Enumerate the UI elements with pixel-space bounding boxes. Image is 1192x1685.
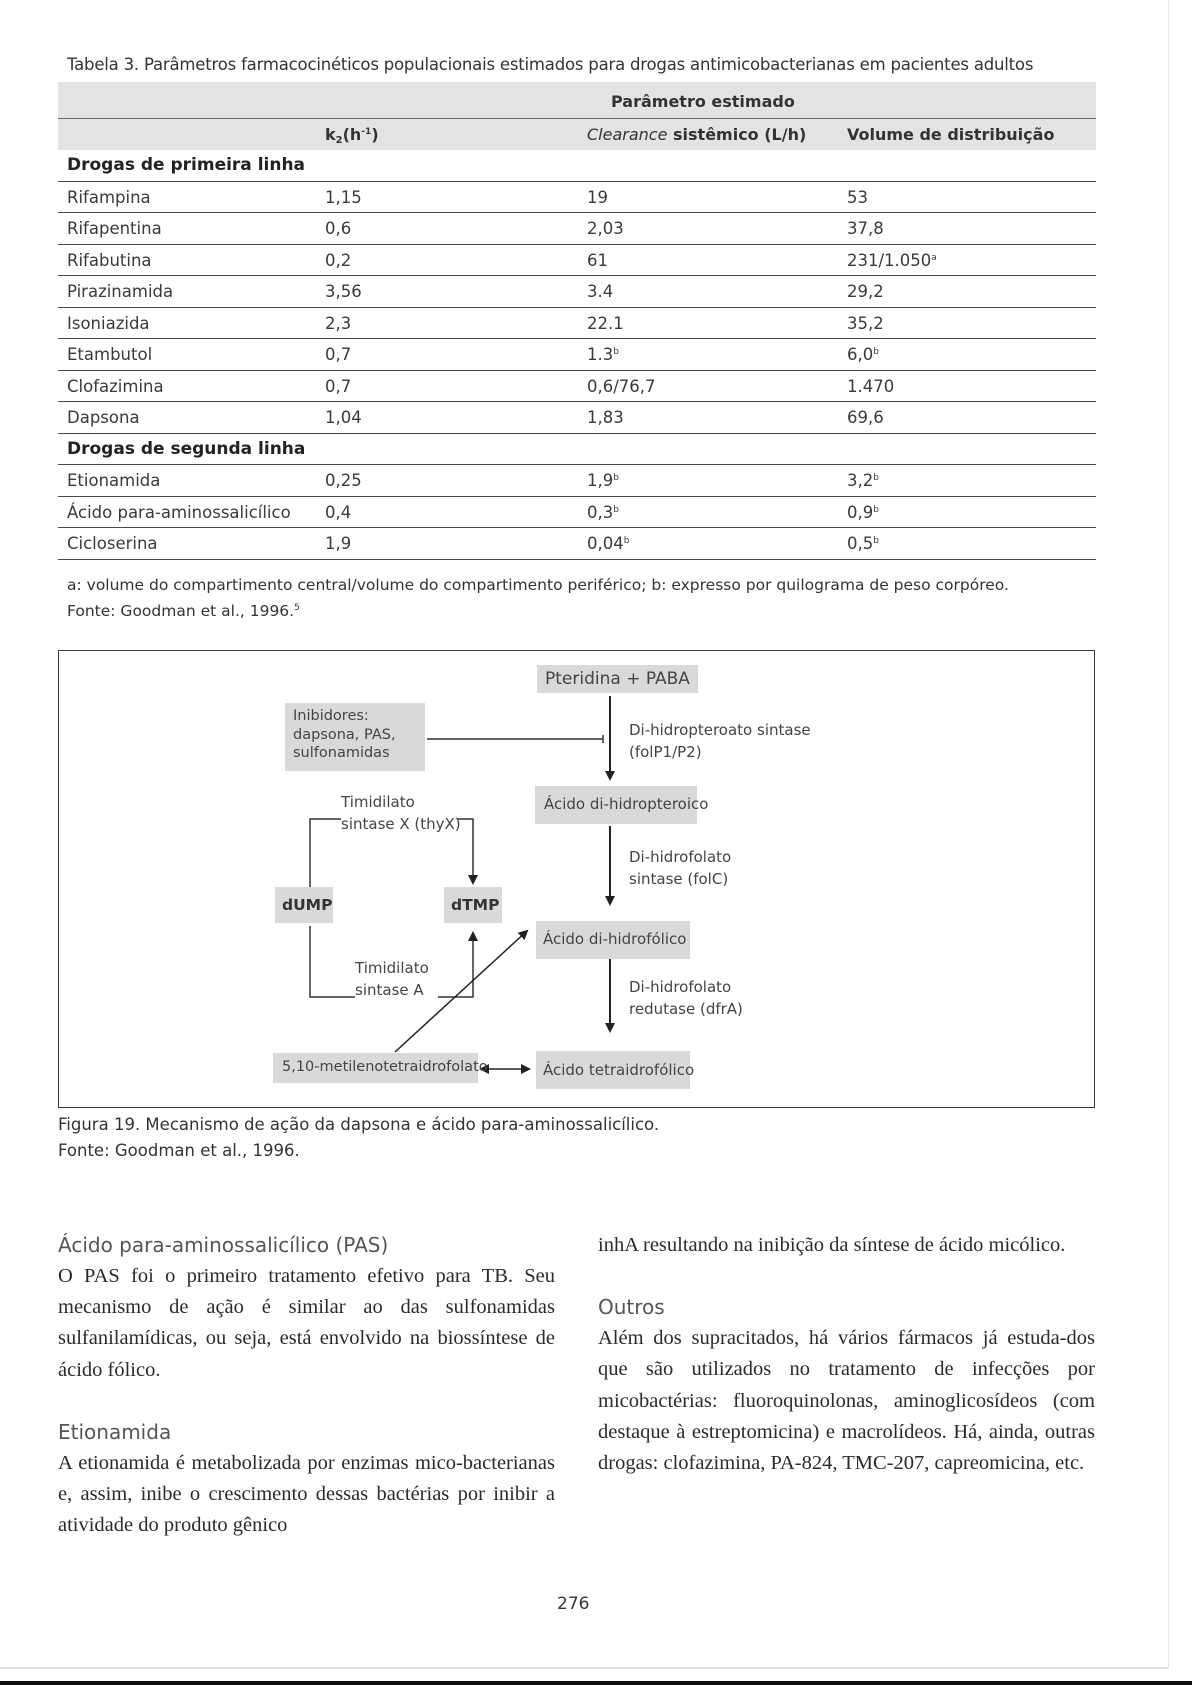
node-inhibitors: Inibidores: dapsona, PAS, sulfonamidas xyxy=(285,703,425,771)
table-row xyxy=(58,276,1096,308)
cell-k2: 1,9 xyxy=(325,534,352,553)
figure-diagram xyxy=(58,650,1095,1108)
group-header: Parâmetro estimado xyxy=(611,92,795,111)
cell-drug: Cicloserina xyxy=(67,534,158,553)
table-row xyxy=(58,465,1096,497)
footnote-marker: a xyxy=(931,252,937,263)
cell-drug: Rifapentina xyxy=(67,219,162,238)
section-heading-etionamida: Etionamida xyxy=(58,1419,172,1444)
cell-clearance: 2,03 xyxy=(587,219,624,238)
cell-k2: 2,3 xyxy=(325,313,352,333)
footnote-marker: b xyxy=(873,473,879,483)
cell-volume: 0,9$^b$ xyxy=(847,502,879,522)
viewer-bottom-edge xyxy=(0,1681,1192,1685)
cell-drug: Rifabutina xyxy=(67,250,152,270)
table-title: Tabela 3. Parâmetros farmacocinéticos populacionais estimados para drogas antimicobacterianas em pacientes adultos xyxy=(67,55,1034,74)
cell-k2: 0,2 xyxy=(325,250,352,270)
cell-k2: 0,7 xyxy=(325,345,352,364)
cell-clearance: 22.1 xyxy=(587,313,624,333)
cell-k2: 1,04 xyxy=(325,408,362,427)
cell-clearance: 61 xyxy=(587,250,608,270)
cell-k2: 1,15 xyxy=(325,187,362,207)
paragraph-etionamida: A etionamida é metabolizada por enzimas mico-bacterianas e, assim, inibe o crescimento dessas bactérias por inibir a atividade do produto gênico xyxy=(58,1451,555,1537)
cell-drug: Rifampina xyxy=(67,187,151,207)
node-acido-dihidropteroico: Ácido di-hidropteroico xyxy=(535,786,697,824)
cell-drug: Clofazimina xyxy=(67,376,164,396)
cell-k2: 0,6 xyxy=(325,219,352,238)
cell-volume: 3,2$^b$ xyxy=(847,471,879,490)
table-row xyxy=(58,402,1096,434)
cell-volume: 29,2 xyxy=(847,282,884,301)
footnote-marker: b xyxy=(873,536,879,546)
section-heading-pas: Ácido para-aminossalicílico (PAS) xyxy=(58,1233,389,1257)
cell-volume: 6,0$^b$ xyxy=(847,345,879,364)
cell-volume: 53 xyxy=(847,187,868,207)
footnote-marker: b xyxy=(873,347,879,357)
column-header-volume: Volume de distribuição xyxy=(847,125,1055,144)
node-dtmp: dTMP xyxy=(444,887,502,923)
node-acido-tetraidrofolico: Ácido tetraidrofólico xyxy=(536,1051,690,1089)
node-dump: dUMP xyxy=(275,887,333,923)
table-row xyxy=(58,182,1096,214)
table-row xyxy=(58,339,1096,371)
cell-clearance: 19 xyxy=(587,187,608,207)
section-heading-outros: Outros xyxy=(598,1295,665,1320)
cell-drug: Etambutol xyxy=(67,345,153,364)
footnote-marker: b xyxy=(613,347,619,357)
column-header-k2: $k_2(h^{-1})$ xyxy=(325,125,379,146)
enzyme-dihidrofolato-redutase: Di-hidrofolato redutase (dfrA) xyxy=(629,978,743,1018)
figure-caption: Figura 19. Mecanismo de ação da dapsona e ácido para-aminossalicílico. xyxy=(58,1115,660,1134)
cell-volume: 35,2 xyxy=(847,313,884,333)
footnote-marker: b xyxy=(623,536,630,546)
table-row xyxy=(58,213,1096,245)
table-footnote: a: volume do compartimento central/volume do compartimento periférico; b: expresso por quilograma de peso corpóreo. xyxy=(67,576,1009,594)
node-metilenotetraidrofolato: 5,10-metilenotetraidrofolato xyxy=(273,1053,478,1083)
enzyme-timidilato-sintase-x: Timidilato sintase X (thyX) xyxy=(341,793,461,833)
cell-clearance: 3.4 xyxy=(587,282,614,301)
cell-drug: Isoniazida xyxy=(67,313,150,333)
cell-k2: 0,25 xyxy=(325,471,362,490)
table-row xyxy=(58,245,1096,277)
table-row xyxy=(58,371,1096,403)
cell-clearance: 0,04$^b$ xyxy=(587,534,630,553)
table-row xyxy=(58,497,1096,529)
footnote-marker: b xyxy=(613,504,619,515)
table-section-header: Drogas de primeira linha xyxy=(58,150,1096,182)
diagram-arrows xyxy=(59,651,1094,1107)
cell-k2: 3,56 xyxy=(325,282,362,301)
table-header xyxy=(58,82,1096,150)
arrow-thya xyxy=(310,926,355,997)
footnote-marker: b xyxy=(873,504,879,515)
table-source: Fonte: Goodman et al., 1996.$^5$ xyxy=(67,602,300,620)
enzyme-timidilato-sintase-a: Timidilato sintase A xyxy=(355,959,429,999)
enzyme-dihidropteroato-sintase: Di-hidropteroato sintase (folP1/P2) xyxy=(629,721,811,761)
figure-source: Fonte: Goodman et al., 1996. xyxy=(58,1141,300,1160)
paragraph-outros: Além dos supracitados, há vários fármacos já estuda-dos que são utilizados no tratamento de infecções por micobactérias: fluoroquinolonas, aminoglicosídeos (com destaque à estreptomicina) e macrolídeos. Há, ainda, outras drogas: clofazimina, PA-824, TMC-207, capreomicina, etc. xyxy=(598,1327,1095,1475)
node-pteridina-paba: Pteridina + PABA xyxy=(537,665,698,693)
cell-clearance: 0,3$^b$ xyxy=(587,502,619,522)
cell-volume: 1.470 xyxy=(847,376,895,396)
table-row xyxy=(58,308,1096,340)
table-body xyxy=(58,150,1096,560)
cell-drug: Dapsona xyxy=(67,408,140,427)
paragraph-pas: O PAS foi o primeiro tratamento efetivo para TB. Seu mecanismo de ação é similar ao das sulfonamidas sulfanilamídicas, ou seja, está envolvido na biossíntese de ácido fólico. xyxy=(58,1265,555,1381)
body-column-left xyxy=(58,1230,555,1541)
cell-k2: 0,4 xyxy=(325,502,352,522)
cell-volume: 69,6 xyxy=(847,408,884,427)
cell-clearance: 1,9$^b$ xyxy=(587,471,619,490)
enzyme-dihidrofolato-sintase: Di-hidrofolato sintase (folC) xyxy=(629,848,732,888)
footnote-marker: b xyxy=(613,473,619,483)
cell-drug: Ácido para-aminossalicílico xyxy=(67,502,291,522)
table-section-header: Drogas de segunda linha xyxy=(58,434,1096,466)
paragraph-etionamida-continued: inhA resultando na inibição da síntese de ácido micólico. xyxy=(598,1234,1066,1256)
cell-k2: 0,7 xyxy=(325,376,352,396)
arrow-thyx xyxy=(310,819,341,891)
cell-drug: Pirazinamida xyxy=(67,282,174,301)
cell-volume: 37,8 xyxy=(847,219,884,238)
cell-volume: 0,5$^b$ xyxy=(847,534,879,553)
cell-clearance: 1.3$^b$ xyxy=(587,345,619,364)
cell-drug: Etionamida xyxy=(67,471,161,490)
page-number: 276 xyxy=(557,1594,590,1614)
node-acido-dihidrofolico: Ácido di-hidrofólico xyxy=(536,921,690,959)
body-column-right xyxy=(598,1230,1095,1479)
pharmacokinetics-table xyxy=(58,82,1096,560)
column-header-clearance: Clearance sistêmico (L/h) xyxy=(587,125,807,144)
cell-volume: 231/1.050$^a$ xyxy=(847,250,937,270)
cell-clearance: 1,83 xyxy=(587,408,624,427)
table-row xyxy=(58,528,1096,560)
cell-clearance: 0,6/76,7 xyxy=(587,376,656,396)
